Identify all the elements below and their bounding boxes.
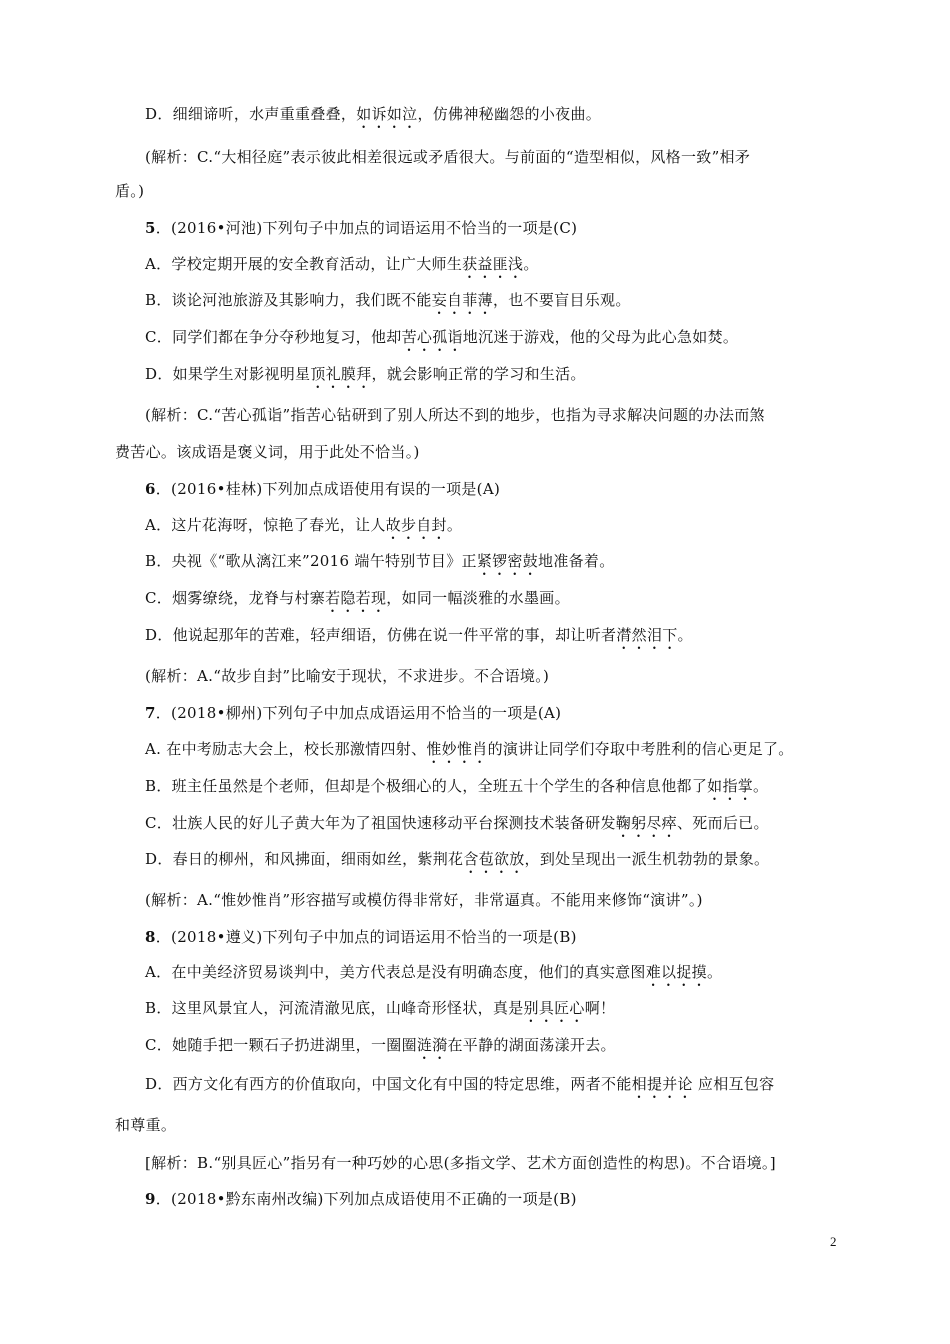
q6-analysis: (解析：A.“故步自封”比喻安于现状，不求进步。不合语境。) — [145, 667, 550, 685]
emphasized-term: 含苞欲放 — [463, 850, 525, 868]
emphasized-term: 顶礼膜拜 — [310, 365, 372, 383]
page-number: 2 — [830, 1234, 837, 1249]
q7-stem: 7．(2018•柳州)下列句子中加点成语运用不恰当的一项是(A) — [145, 704, 562, 722]
q4-analysis-line1: (解析：C.“大相径庭”表示彼此相差很远或矛盾很大。与前面的“造型相似，风格一致”相矛 — [145, 148, 751, 166]
q5-option-b: B．谈论河池旅游及其影响力，我们既不能妄自菲薄，也不要盲目乐观。 — [145, 291, 631, 309]
q5-stem: 5．(2016•河池)下列句子中加点的词语运用不恰当的一项是(C) — [145, 219, 578, 237]
q9-stem: 9．(2018•黔东南州改编)下列加点成语使用不正确的一项是(B) — [145, 1190, 577, 1208]
q7-option-b: B．班主任虽然是个老师，但却是个极细心的人，全班五十个学生的各种信息他都了如指掌。 — [145, 777, 769, 795]
q6-option-c: C．烟雾缭绕，龙脊与村寨若隐若现，如同一幅淡雅的水墨画。 — [145, 589, 570, 607]
q6-option-b: B．央视《“歌从漓江来”2016 端午特别节目》正紧锣密鼓地准备着。 — [145, 552, 615, 570]
emphasized-term: 惟妙惟肖 — [426, 740, 488, 758]
emphasized-term: 妄自菲薄 — [431, 291, 493, 309]
emphasized-term: 鞠躬尽瘁 — [615, 814, 677, 832]
q8-option-d-continued: 和尊重。 — [115, 1116, 177, 1134]
q5-option-a: A．学校定期开展的安全教育活动，让广大师生获益匪浅。 — [145, 255, 539, 273]
q8-analysis: [解析：B.“别具匠心”指另有一种巧妙的心思(多指文学、艺术方面创造性的构思)。不合语境。] — [145, 1154, 776, 1172]
q4-analysis-line2: 盾。) — [115, 182, 145, 200]
emphasized-term: 故步自封 — [385, 516, 447, 534]
q8-option-a: A．在中美经济贸易谈判中，美方代表总是没有明确态度，他们的真实意图难以捉摸。 — [145, 963, 723, 981]
q8-option-d: D．西方文化有西方的价值取向，中国文化有中国的特定思维，两者不能相提并论 应相互包容 — [145, 1075, 775, 1093]
q5-option-c: C．同学们都在争分夺秒地复习，他却苦心孤诣地沉迷于游戏，他的父母为此心急如焚。 — [145, 328, 739, 346]
emphasized-term: 苦心孤诣 — [401, 328, 463, 346]
q8-option-b: B．这里风景宜人，河流清澈见底，山峰奇形怪状，真是别具匠心啊！ — [145, 999, 616, 1017]
q7-option-c: C．壮族人民的好儿子黄大年为了祖国快速移动平台探测技术装备研发鞠躬尽瘁、死而后已。 — [145, 814, 769, 832]
emphasized-term: 如诉如泣 — [356, 105, 418, 123]
emphasized-term: 别具匠心 — [523, 999, 585, 1017]
q8-option-c: C．她随手把一颗石子扔进湖里，一圈圈涟漪在平静的湖面荡漾开去。 — [145, 1036, 616, 1054]
q7-option-d: D．春日的柳州，和风拂面，细雨如丝，紫荆花含苞欲放，到处呈现出一派生机勃勃的景象。 — [145, 850, 770, 868]
q6-option-d: D．他说起那年的苦难，轻声细语，仿佛在说一件平常的事，却让听者潸然泪下。 — [145, 626, 693, 644]
emphasized-term: 相提并论 — [631, 1075, 693, 1093]
emphasized-term: 如指掌 — [707, 777, 754, 795]
q8-stem: 8．(2018•遵义)下列句子中加点的词语运用不恰当的一项是(B) — [145, 928, 577, 946]
q5-option-d: D．如果学生对影视明星顶礼膜拜，就会影响正常的学习和生活。 — [145, 365, 586, 383]
emphasized-term: 难以捉摸 — [645, 963, 707, 981]
q7-option-a: A. 在中考励志大会上，校长那激情四射、惟妙惟肖的演讲让同学们夺取中考胜利的信心更足了。 — [145, 740, 794, 758]
q5-analysis-line2: 费苦心。该成语是褒义词，用于此处不恰当。) — [115, 443, 420, 461]
emphasized-term: 潸然泪下 — [616, 626, 678, 644]
q6-option-a: A．这片花海呀，惊艳了春光，让人故步自封。 — [145, 516, 463, 534]
q4-option-d: D．细细谛听，水声重重叠叠，如诉如泣，仿佛神秘幽怨的小夜曲。 — [145, 105, 602, 123]
emphasized-term: 获益匪浅 — [462, 255, 524, 273]
emphasized-term: 若隐若现 — [325, 589, 387, 607]
q5-analysis-line1: (解析：C.“苦心孤诣”指苦心钻研到了别人所达不到的地步，也指为寻求解决问题的办法而煞 — [145, 406, 765, 424]
q7-analysis: (解析：A.“惟妙惟肖”形容描写或模仿得非常好，非常逼真。不能用来修饰“演讲”。) — [145, 891, 703, 909]
emphasized-term: 涟漪 — [416, 1036, 448, 1054]
q6-stem: 6．(2016•桂林)下列加点成语使用有误的一项是(A) — [145, 480, 501, 498]
emphasized-term: 紧锣密鼓 — [476, 552, 539, 570]
